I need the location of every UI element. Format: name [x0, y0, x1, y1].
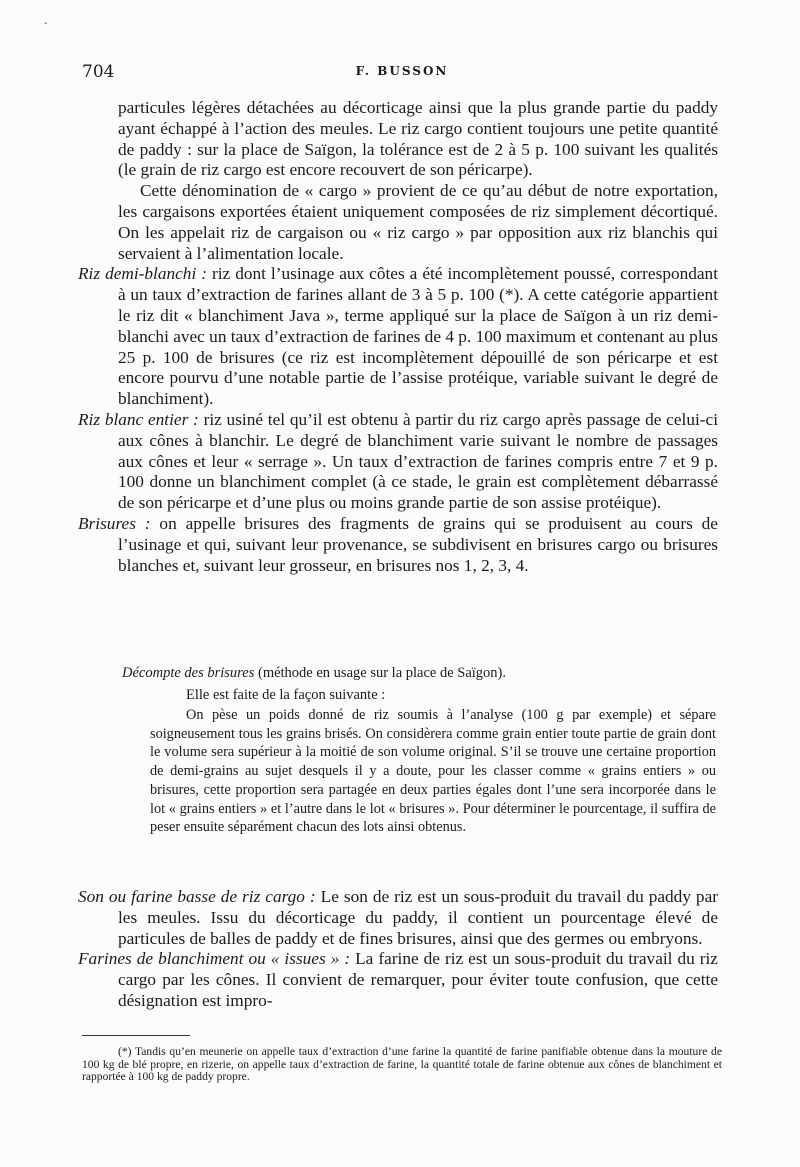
main-text-bottom: [78, 887, 719, 1012]
entry-text: riz dont l’usinage aux côtes a été incomplètement poussé, correspondant à un taux d’extraction de farines allant de 3 à 5 p. 100 (*). A cette catégorie appartient le riz dit « blanchiment Java », terme appliqué sur la place de Saïgon à un riz demi-blanchi avec un taux d’extraction de farines de 4 p. 100 maximum et contenant au plus 25 p. 100 de brisures (ce riz est incomplètement dépouillé de son péricarpe et est encore pourvu d’une notable partie de l’assise protéique, variable suivant le degré de blanchiment).: [118, 264, 718, 409]
entry-term: Son ou farine basse de riz cargo :: [78, 887, 316, 906]
page-number: 704: [82, 62, 115, 82]
running-author: F. BUSSON: [355, 64, 449, 78]
footnote: (*) Tandis qu’en meunerie on appelle taux d’extraction d’une farine la quantité de farine panifiable obtenue dans la mouture de 100 kg de blé propre, en rizerie, on appelle taux d’extraction de farine, la quantité totale de farine obtenue aux cônes de blanchiment et rapportée à 100 kg de paddy propre.: [82, 1045, 722, 1084]
decompte-text: On pèse un poids donné de riz soumis à l’analyse (100 g par exemple) et sépare soigneusement tous les grains brisés. On considèrera comme grain entier toute partie de grain dont le volume sera supérieur à la moitié de son volume original. S’il se trouve une certaine proportion de demi-grains au sujet desquels il y a doute, pour les classer comme « grains entiers » ou brisures, cette proportion sera partagée en deux parties égales dont l’une sera incorporée dans le lot « grains entiers » et l’autre dans le lot « brisures ». Pour déterminer le pourcentage, il suffira de peser ensuite séparément chacun des lots ainsi obtenus.: [150, 707, 716, 836]
entry-brisures: [78, 514, 718, 576]
paragraph-cargo-denomination: Cette dénomination de « cargo » provient de ce qu’au début de notre exportation, les cargaisons exportées étaient uniquement composées de riz simplement décortiqué. On les appelait riz de cargaison ou « riz cargo » par opposition aux riz blanchis qui servaient à l’alimentation locale.: [118, 181, 718, 263]
decompte-title: Décompte des brisures: [122, 665, 255, 681]
entry-text: on appelle brisures des fragments de grains qui se produisent au cours de l’usinage et qui, suivant leur provenance, se subdivisent en brisures cargo ou brisures blanches et, suivant leur grosseur, en brisures nos 1, 2, 3, 4.: [118, 513, 718, 575]
page-header: [82, 62, 722, 84]
entry-farines-blanchiment: [78, 949, 718, 1011]
footnote-rule: [82, 1035, 190, 1036]
decompte-title-rest: (méthode en usage sur la place de Saïgon).: [254, 665, 507, 681]
main-text-top: [78, 98, 718, 576]
entry-text: La farine de riz est un sous-produit du travail du riz cargo par les cônes. Il convient de remarquer, pour éviter toute confusion, que cette désignation est impro-: [118, 949, 718, 1010]
paragraph-cargo-continued: particules légères détachées au décorticage ainsi que la plus grande partie du paddy ayant échappé à l’action des meules. Le riz cargo contient toujours une petite quantité de paddy : sur la place de Saïgon, la tolérance est de 2 à 5 p. 100 suivant les qualités (le grain de riz cargo est encore recouvert de son péricarpe).: [118, 98, 718, 180]
entry-term: Farines de blanchiment ou « issues » :: [78, 949, 351, 969]
entry-text: riz usiné tel qu’il est obtenu à partir du riz cargo après passage de celui-ci aux cônes à blanchir. Le degré de blanchiment varie suivant le nombre de passages aux cônes et leur « serrage ». Un taux d’extraction de farines compris entre 7 et 9 p. 100 donne un blanchiment complet (à ce stade, le grain est complètement débarrassé de son péricarpe et d’une plus ou moins grande partie de son assise protéique).: [118, 409, 718, 513]
decompte-heading: [122, 664, 718, 682]
decompte-intro: Elle est faite de la façon suivante :: [186, 687, 386, 703]
entry-riz-blanc-entier: [78, 410, 718, 514]
entry-term: Riz blanc entier :: [78, 409, 199, 429]
entry-son-farine-basse: [78, 887, 718, 949]
top-mark: -: [44, 18, 48, 29]
entry-riz-demi-blanchi: [78, 264, 718, 410]
entry-term: Riz demi-blanchi :: [78, 264, 207, 284]
entry-text: Le son de riz est un sous-produit du travail du paddy par les meules. Issu du décorticage du paddy, il contient un pourcentage élevé de particules de balles de paddy et de fines brisures, ainsi que des germes ou embryons.: [118, 887, 719, 948]
entry-term: Brisures :: [78, 513, 151, 533]
